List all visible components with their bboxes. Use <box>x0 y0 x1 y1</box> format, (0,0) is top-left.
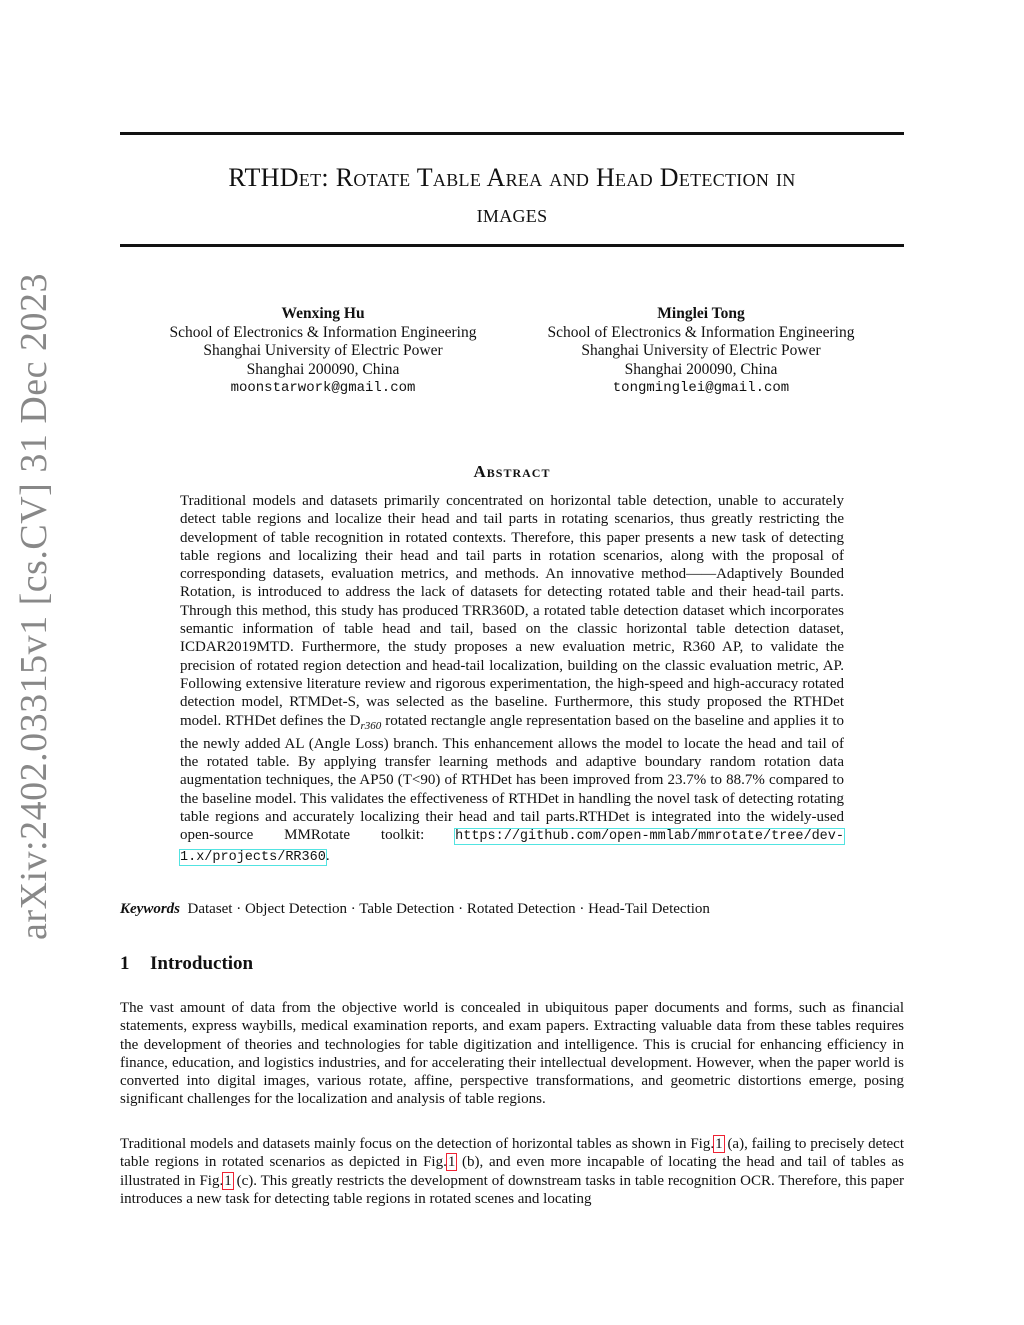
author-department: School of Electronics & Information Engineering <box>169 323 477 341</box>
title-line-2: images <box>476 199 548 228</box>
author-department: School of Electronics & Information Engineering <box>547 323 855 341</box>
title-line-1: RTHDet: Rotate Table Area and Head Detection in <box>228 163 796 192</box>
author-address: Shanghai 200090, China <box>246 360 400 378</box>
abstract-text-part-2: rotated rectangle angle representation based on the baseline and applies it to the newly added AL (Angle Loss) branch. This enhancement allows the model to locate the head and tail of the rotated table. By applying transfer learning methods and adaptive boundary random rotation data augmentation techniques, the AP50 (T<90) of RTHDet has been improved from 23.7% to 88.7% compared to the baseline model. This validates the effectiveness of RTHDet in handling the novel task of detecting rotating table regions and accurately localizing their head and tail parts.RTHDet is integrated into the widely-used open-source MMRotate toolkit: <box>180 712 844 844</box>
arxiv-identifier: arXiv:2402.03315v1 [cs.CV] 31 Dec 2023 <box>13 272 55 940</box>
intro-p2-text-a: Traditional models and datasets mainly focus on the detection of horizontal tables as shown in Fig. <box>120 1136 715 1152</box>
author-name: Wenxing Hu <box>281 305 365 322</box>
author-university: Shanghai University of Electric Power <box>581 342 821 359</box>
figure-ref-link[interactable]: 1 <box>715 1136 723 1152</box>
paper-title <box>120 160 904 232</box>
abstract-math-subscript: r360 <box>360 719 382 732</box>
author-block-1 <box>150 305 496 398</box>
intro-paragraph-2 <box>120 1135 904 1208</box>
intro-paragraph-1: The vast amount of data from the objective world is concealed in ubiquitous paper documents and forms, such as financial statements, express waybills, medical examination reports, and exam papers. Extracting valuable data from these tables requires the development of theories and technologies for table digitization and intelligence. This is crucial for enhancing efficiency in finance, education, and logistics industries, and for accelerating their intellectual development. However, when the paper world is converted into digital images, various rotate, affine, perspective transformations, and geometric distortions emerge, posing significant challenges for the localization and analysis of table regions. <box>120 1000 904 1108</box>
intro-p2-text-b: (a), failing to precisely detect table regions in rotated scenarios as depicted in Fig. <box>120 1136 904 1171</box>
author-email[interactable]: tongminglei@gmail.com <box>612 380 790 396</box>
author-university: Shanghai University of Electric Power <box>203 342 443 359</box>
abstract-body <box>180 492 844 867</box>
author-name: Minglei Tong <box>657 305 745 322</box>
keywords-label: Keywords <box>120 901 180 917</box>
title-top-rule <box>120 132 904 135</box>
figure-ref-link[interactable]: 1 <box>447 1154 456 1171</box>
author-block-2 <box>528 305 874 398</box>
intro-p2-text-c: (b), and even more incapable of locating the head and tail of tables as illustrated in Fig. <box>120 1154 904 1189</box>
figure-ref-link[interactable]: 1 <box>224 1172 232 1189</box>
author-email[interactable]: moonstarwork@gmail.com <box>230 380 416 396</box>
author-address: Shanghai 200090, China <box>624 360 778 378</box>
section-heading <box>120 953 253 975</box>
keywords-line <box>120 901 904 918</box>
github-link[interactable]: https://github.com/open-mmlab/mmrotate/tree/dev-1.x/projects/RR360 <box>180 829 844 865</box>
keywords-list: Dataset · Object Detection · Table Detection · Rotated Detection · Head-Tail Detection <box>187 901 710 917</box>
title-bottom-rule <box>120 244 904 247</box>
section-number: 1 <box>120 953 130 974</box>
section-title: Introduction <box>150 953 254 974</box>
abstract-heading: Abstract <box>473 462 551 481</box>
abstract-text-part-1: Traditional models and datasets primarily concentrated on horizontal table detection, unable to accurately detect table regions and localize their head and tail parts in rotating scenarios, thus greatly restricting the development of table recognition in rotated contexts. Therefore, this paper presents a new task of detecting table regions and localizing their head and tail parts in rotation scenarios, along with the proposal of corresponding datasets, evaluation metrics, and methods. An innovative method——Adaptively Bounded Rotation, is introduced to address the lack of datasets for detecting rotated table and their head-tail parts. Through this method, this study has produced TRR360D, a rotated table detection dataset which incorporates semantic information of table head and tail, based on the classic horizontal table detection dataset, ICDAR2019MTD. Furthermore, the study proposes a new evaluation metric, R360 AP, to validate the precision of rotated region detection and head-tail localization, building on the classic evaluation metric, AP. Following extensive literature review and rigorous experimentation, the high-speed and high-accuracy rotated detection model, RTMDet-S, was selected as the baseline. Furthermore, this study proposed the RTHDet model. RTHDet defines the D <box>180 493 844 729</box>
intro-p2-text-d: (c). This greatly restricts the development of downstream tasks in table recognition OCR. Therefore, this paper introduces a new task for detecting table regions in rotated scenes and locating <box>120 1172 904 1207</box>
abstract-end: . <box>325 847 330 864</box>
